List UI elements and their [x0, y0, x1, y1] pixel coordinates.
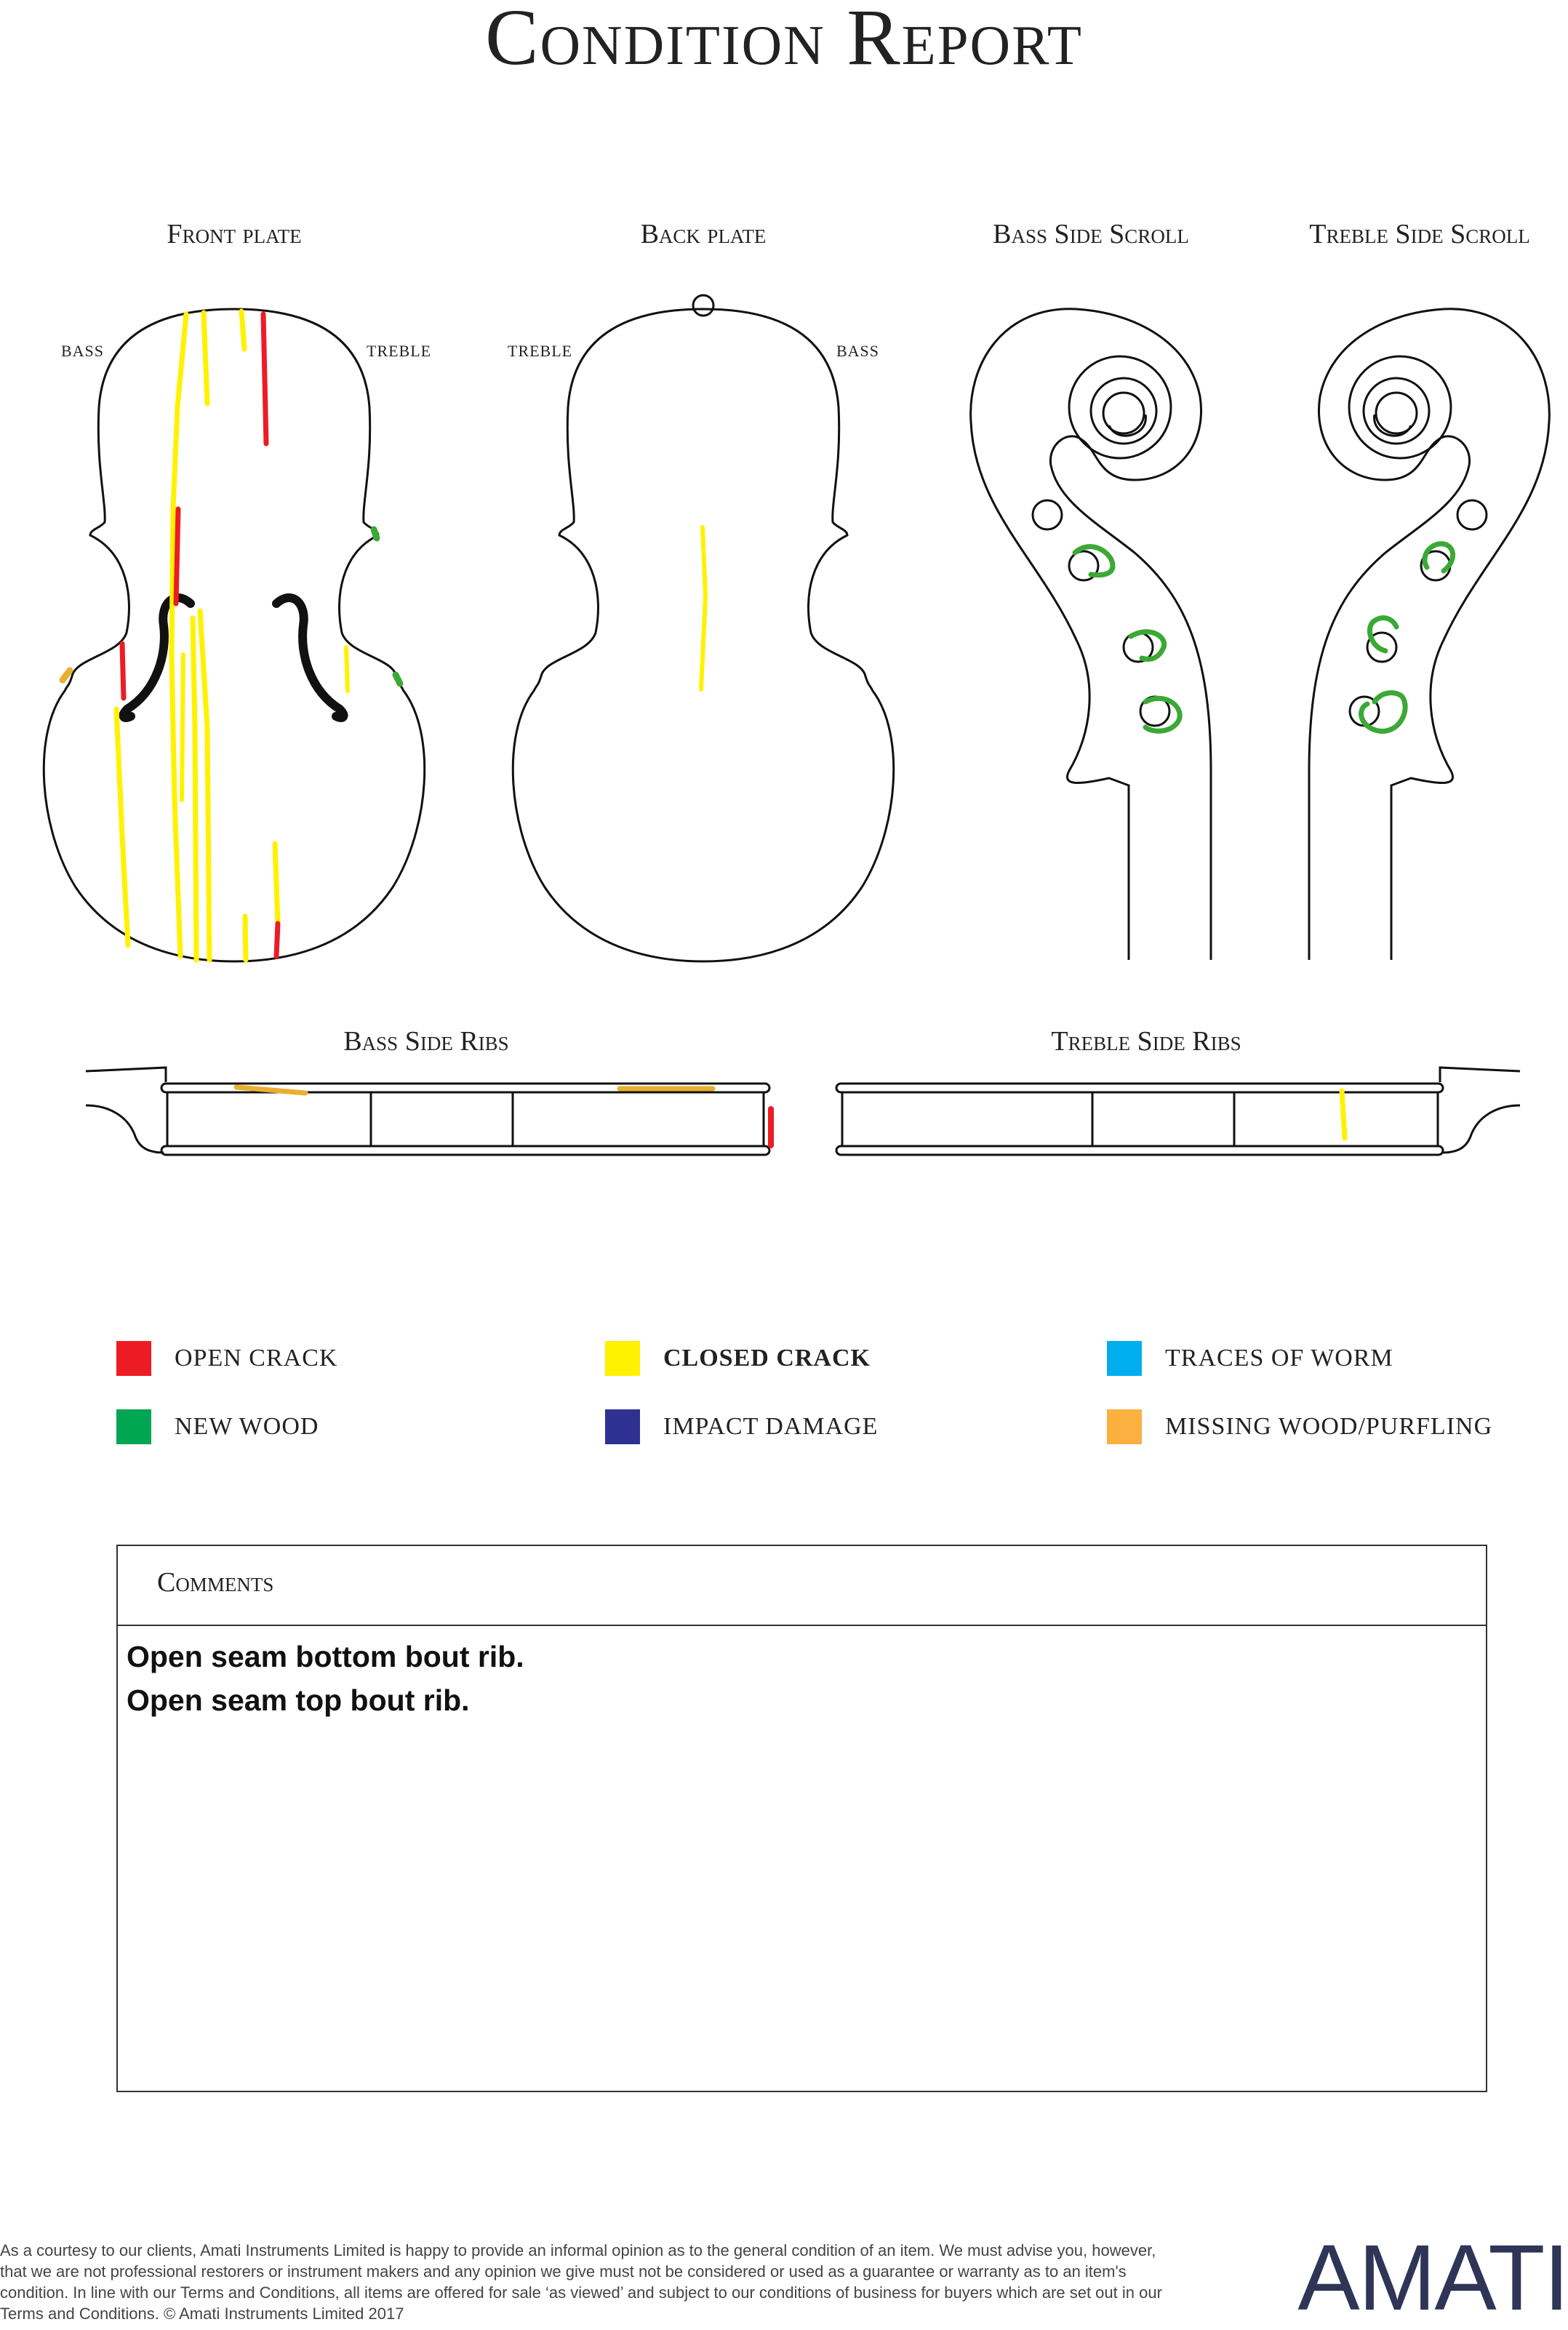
legend-missing-wood	[1107, 1409, 1492, 1444]
comments-box	[116, 1545, 1487, 2092]
bass-side-ribs-label: Bass Side Ribs	[343, 1026, 509, 1057]
page-title: Condition Report	[485, 0, 1083, 81]
treble-side-scroll-label: Treble Side Scroll	[1309, 219, 1530, 249]
comments-title: Comments	[157, 1567, 274, 1598]
front-f-holes	[124, 598, 344, 718]
front-plate-cracks	[63, 311, 400, 960]
comment-line: Open seam bottom bout rib.	[127, 1640, 524, 1673]
comment-line: Open seam top bout rib.	[127, 1684, 470, 1717]
front-bass-label: BASS	[61, 342, 105, 360]
amati-logo: AMATI	[1297, 2226, 1568, 2330]
legend-label-traces-of-worm: TRACES OF WORM	[1165, 1345, 1393, 1372]
legend-swatch-traces-of-worm	[1107, 1341, 1142, 1376]
bass-side-ribs-marks	[236, 1087, 771, 1145]
legend-new-wood	[116, 1409, 319, 1444]
legend-label-impact-damage: IMPACT DAMAGE	[663, 1413, 879, 1440]
back-plate-crack	[701, 527, 705, 689]
legend-closed-crack	[605, 1341, 871, 1376]
legend-label-closed-crack: CLOSED CRACK	[663, 1345, 871, 1372]
treble-side-ribs-label: Treble Side Ribs	[1051, 1026, 1241, 1057]
front-plate-label: Front plate	[167, 219, 302, 249]
front-treble-label: TREBLE	[367, 342, 432, 360]
treble-scroll-new-wood	[1361, 544, 1453, 732]
treble-side-ribs-crack	[1342, 1091, 1345, 1138]
back-plate-label: Back plate	[640, 219, 767, 249]
legend-traces-of-worm	[1107, 1341, 1393, 1376]
bass-side-ribs-outline	[86, 1068, 769, 1155]
legend-label-new-wood: NEW WOOD	[175, 1413, 319, 1440]
legend-swatch-closed-crack	[605, 1341, 640, 1376]
front-plate-outline	[44, 309, 424, 961]
legend-swatch-open-crack	[116, 1341, 151, 1376]
legend-swatch-new-wood	[116, 1409, 151, 1444]
legend-swatch-impact-damage	[605, 1409, 640, 1444]
legend-swatch-missing-wood	[1107, 1409, 1142, 1444]
legend-open-crack	[116, 1341, 337, 1376]
treble-side-ribs-outline	[836, 1068, 1520, 1155]
back-bass-label: BASS	[836, 342, 880, 360]
bass-side-scroll-label: Bass Side Scroll	[993, 219, 1189, 249]
legend-label-open-crack: OPEN CRACK	[175, 1345, 338, 1372]
disclaimer-text: As a courtesy to our clients, Amati Instruments Limited is happy to provide an informal opinion as to the general condition of an item. We must advise you, however, that we are not professional restorers or instrument makers and any opinion we give must not be considered or used as a guarantee or warranty as to an item's condition. In line with our Terms and Conditions, all items are offered for sale ‘as viewed’ and subject to our conditions of business for buyers which are set out in our Terms and Conditions. © Amati Instruments Limited 2017	[0, 2241, 1162, 2323]
comments-header	[118, 1546, 1486, 1626]
bass-scroll-outline	[971, 309, 1211, 960]
legend-label-missing-wood: MISSING WOOD/PURFLING	[1165, 1413, 1493, 1440]
comments-text[interactable]	[127, 1635, 524, 1722]
treble-scroll-outline	[1309, 309, 1549, 960]
back-treble-label: TREBLE	[508, 342, 573, 360]
legend-impact-damage	[605, 1409, 878, 1444]
